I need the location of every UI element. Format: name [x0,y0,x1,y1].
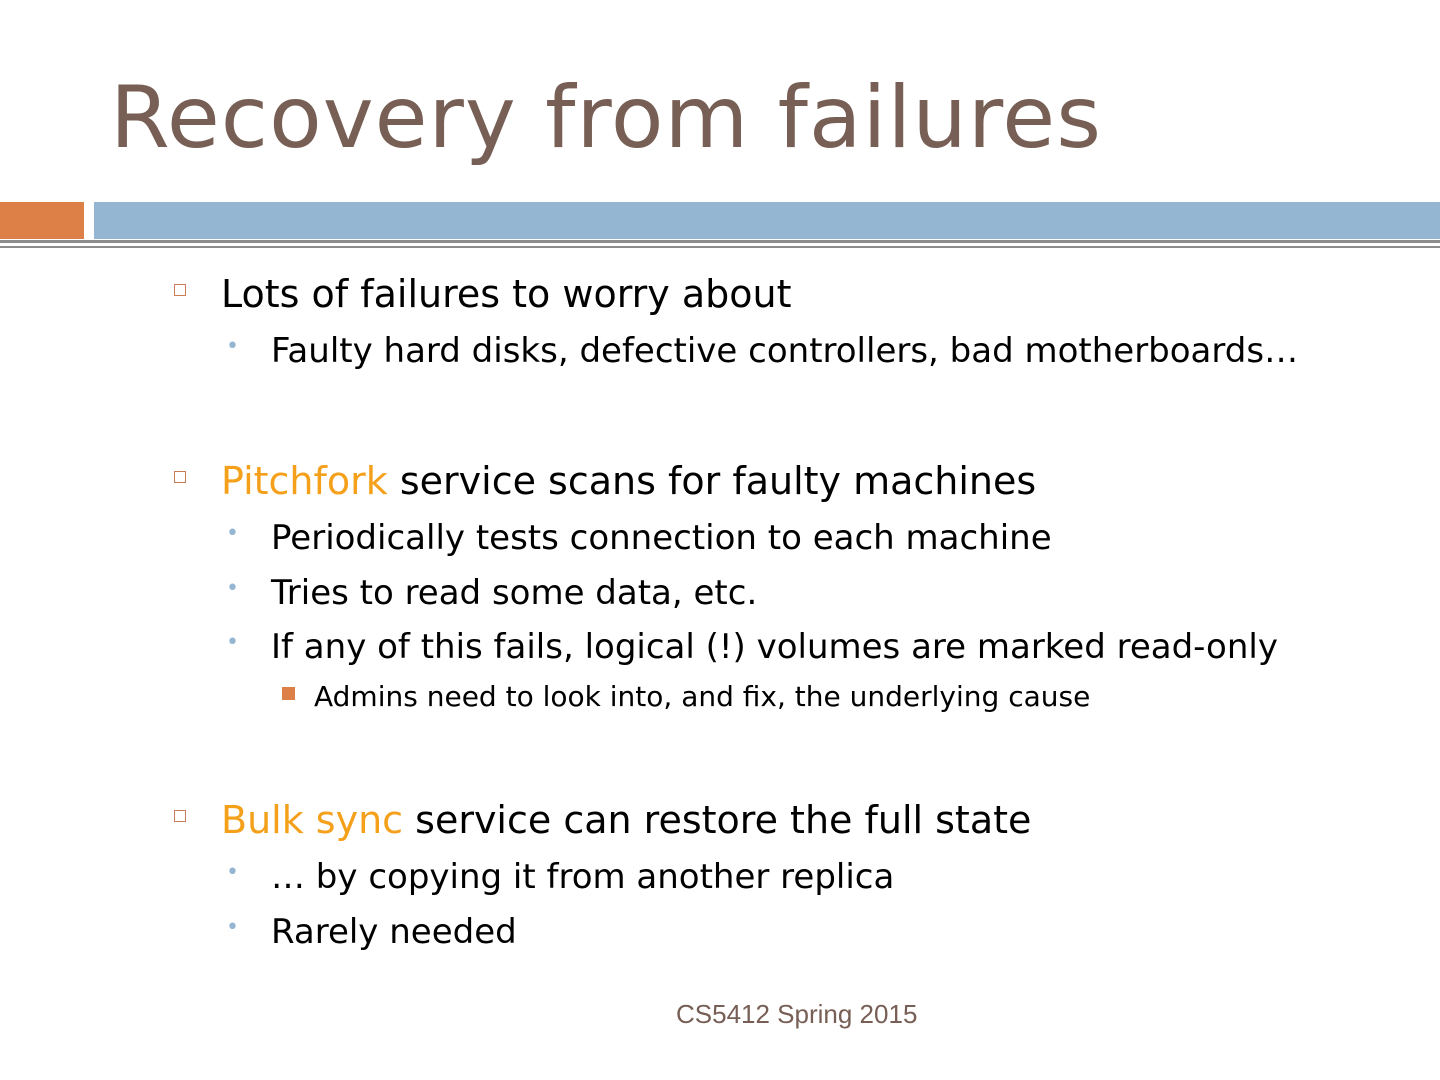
bullet-1-sub-1-text: Faulty hard disks, defective controllers, bad motherboards… [271,331,1299,371]
bullet-2-highlight: Pitchfork [221,459,388,503]
divider-line-bottom [0,246,1440,248]
hollow-square-bullet-icon [174,284,186,296]
bullet-1-text: Lots of failures to worry about [221,272,792,316]
bullet-2-sub-3-text: If any of this fails, logical (!) volumes are marked read-only [271,627,1278,667]
bullet-3-line [221,798,1031,842]
bullet-3-sub-2-text: Rarely needed [271,912,517,952]
dot-bullet-icon: • [226,576,239,601]
divider-line-top [0,240,1440,243]
accent-band-blue [94,202,1440,239]
filled-square-bullet-icon [282,687,295,700]
slide-footer: CS5412 Spring 2015 [676,999,918,1029]
accent-band-orange [0,202,84,239]
bullet-2-line [221,459,1036,503]
bullet-2-sub-2-text: Tries to read some data, etc. [271,573,758,613]
dot-bullet-icon: • [226,860,239,885]
bullet-2-sub-1-text: Periodically tests connection to each machine [271,518,1052,558]
dot-bullet-icon: • [226,630,239,655]
bullet-2-text: service scans for faulty machines [387,459,1037,503]
slide-title: Recovery from failures [110,68,1103,168]
bullet-2-sub-3-sub-1-text: Admins need to look into, and fix, the underlying cause [314,680,1091,713]
hollow-square-bullet-icon [174,810,186,822]
hollow-square-bullet-icon [174,471,186,483]
bullet-3-highlight: Bulk sync [221,798,404,842]
bullet-3-text: service can restore the full state [403,798,1032,842]
dot-bullet-icon: • [226,521,239,546]
dot-bullet-icon: • [226,915,239,940]
dot-bullet-icon: • [226,334,239,359]
bullet-3-sub-1-text: … by copying it from another replica [271,857,895,897]
